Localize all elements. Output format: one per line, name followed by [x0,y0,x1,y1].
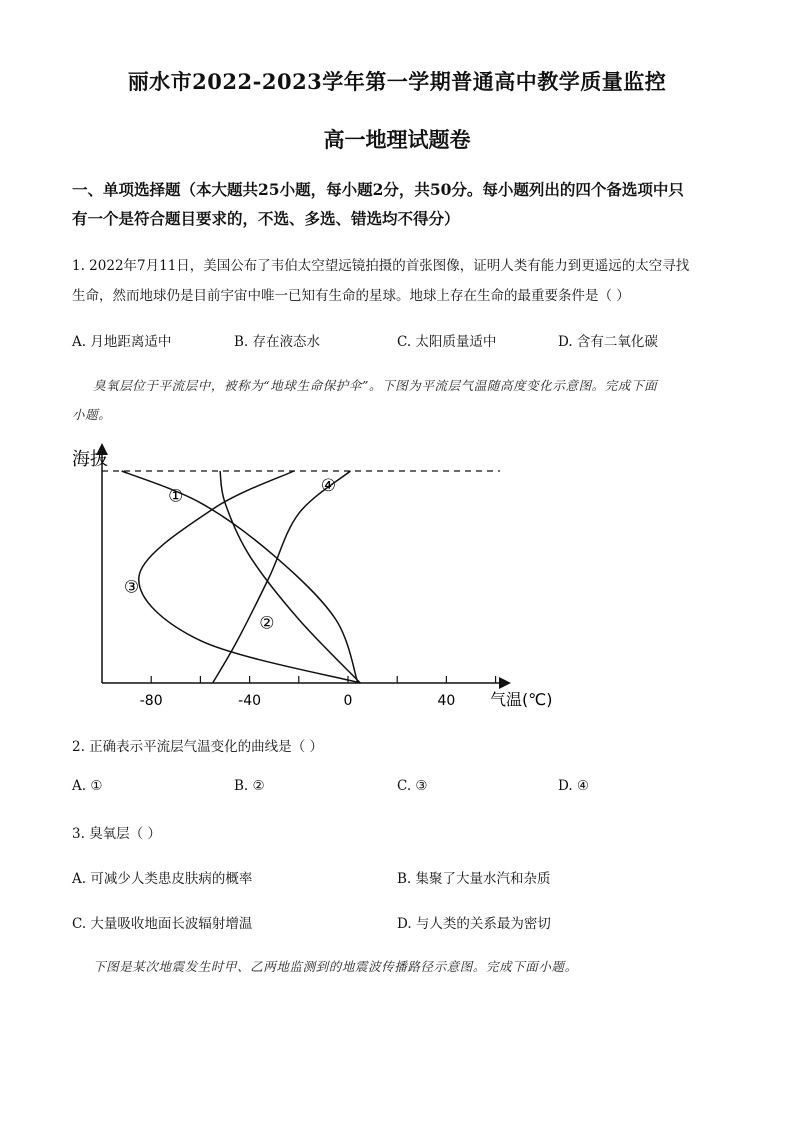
q2-stem: 2. 正确表示平流层气温变化的曲线是（ ） [72,739,323,755]
section-heading-line1: 一、单项选择题（本大题共25小题，每小题2分，共50分。每小题列出的四个备选项中只 [72,180,684,199]
chart-curves [122,471,361,683]
q3-option-b[interactable]: B. 集聚了大量水汽和杂质 [397,871,551,887]
q2-option-b[interactable]: B. ② [234,778,265,794]
q1-stem-line2: 生命，然而地球仍是目前宇宙中唯一已知有生命的星球。地球上存在生命的最重要条件是（ ） [72,288,630,304]
x-tick-label: -80 [139,693,163,709]
q1-option-c[interactable]: C. 太阳质量适中 [397,334,497,350]
q2-option-d[interactable]: D. ④ [558,778,590,794]
q1-stem-line1: 1. 2022年7月11日，美国公布了韦伯太空望远镜拍摄的首张图像，证明人类有能力到更遥远的太空寻找 [72,258,690,274]
curve-label-1: ① [168,486,184,507]
curve-label-3: ③ [123,577,140,598]
q1-option-b[interactable]: B. 存在液态水 [234,334,321,350]
page-title: 丽水市2022-2023学年第一学期普通高中教学质量监控 [127,69,667,94]
q2-option-c[interactable]: C. ③ [397,778,428,794]
q1-option-d[interactable]: D. 含有二氧化碳 [558,334,658,350]
page-subtitle: 高一地理试题卷 [323,127,471,152]
q2-option-a[interactable]: A. ① [72,778,103,794]
chart-x-label: 气温(℃) [490,690,553,709]
stratosphere-temperature-chart [60,435,580,725]
section-heading-line2: 有一个是符合题目要求的，不选、多选、错选均不得分） [72,209,460,228]
intro1-line2: 小题。 [72,407,112,422]
curve-label-4: ④ [320,475,336,496]
curve-1 [122,471,358,683]
intro2-line1: 下图是某次地震发生时甲、乙两地监测到的地震波传播路径示意图。完成下面小题。 [93,959,578,974]
q1-option-a[interactable]: A. 月地距离适中 [72,334,172,350]
x-tick-label: 0 [343,693,353,709]
q3-option-c[interactable]: C. 大量吸收地面长波辐射增温 [72,916,253,932]
q3-option-d[interactable]: D. 与人类的关系最为密切 [397,916,551,932]
curve-2 [220,471,360,683]
x-tick-label: -40 [238,693,262,709]
q3-stem: 3. 臭氧层（ ） [72,826,161,842]
curve-label-2: ② [259,613,275,634]
intro1-line1: 臭氧层位于平流层中，被称为“地球生命保护伞”。下图为平流层气温随高度变化示意图。完成下面 [93,378,658,393]
x-tick-label: 40 [437,693,456,709]
q3-option-a[interactable]: A. 可减少人类患皮肤病的概率 [72,871,253,887]
chart-y-label: 海拔 [72,449,108,470]
